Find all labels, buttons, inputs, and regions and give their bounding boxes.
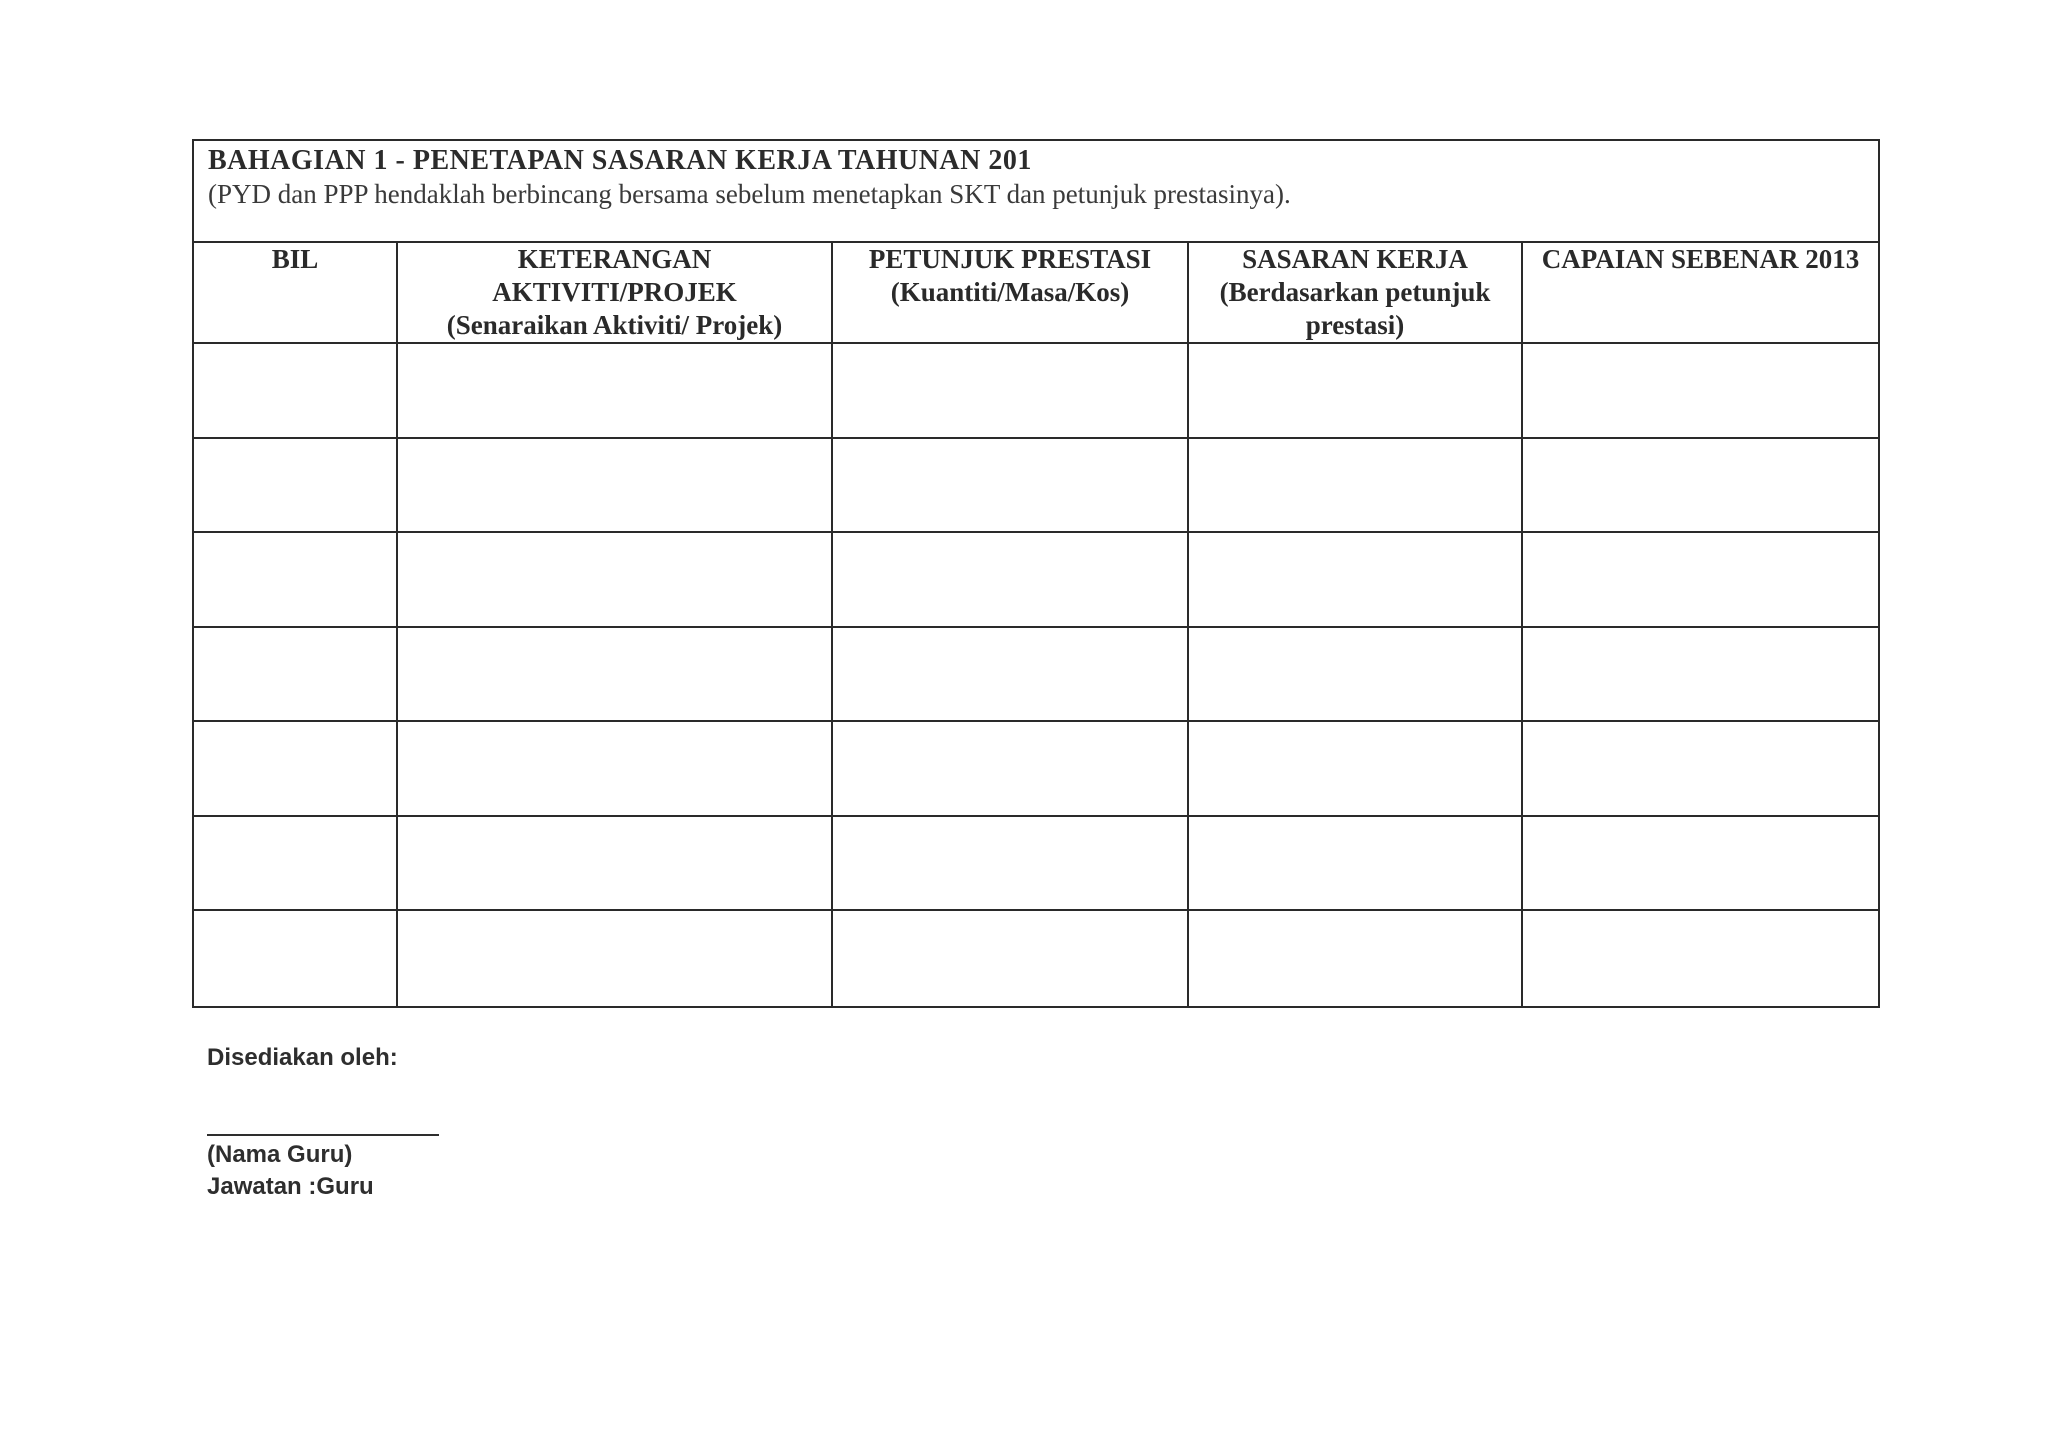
table-cell-keterangan[interactable] — [398, 911, 833, 1006]
header-sasaran-kerja — [1189, 241, 1523, 344]
table-cell-bil[interactable] — [194, 533, 398, 628]
table-cell-petunjuk[interactable] — [833, 628, 1189, 723]
teacher-name-label: (Nama Guru) — [207, 1141, 353, 1168]
header-keterangan-line: AKTIVITI/PROJEK — [492, 277, 737, 307]
header-bil-line: BIL — [271, 244, 319, 274]
table-cell-sasaran[interactable] — [1189, 439, 1523, 534]
table-cell-capaian[interactable] — [1523, 817, 1878, 912]
table-cell-bil[interactable] — [194, 628, 398, 723]
table-cell-petunjuk[interactable] — [833, 911, 1189, 1006]
table-cell-bil[interactable] — [194, 439, 398, 534]
header-keterangan-line: (Senaraikan Aktiviti/ Projek) — [446, 310, 783, 340]
table-cell-petunjuk[interactable] — [833, 344, 1189, 439]
table-cell-capaian[interactable] — [1523, 628, 1878, 723]
header-capaian-sebenar — [1523, 241, 1878, 344]
table-cell-capaian[interactable] — [1523, 344, 1878, 439]
section-header — [194, 141, 1878, 243]
table-cell-sasaran[interactable] — [1189, 628, 1523, 723]
table-cell-bil[interactable] — [194, 344, 398, 439]
table-cell-capaian[interactable] — [1523, 722, 1878, 817]
header-sasaran-line: prestasi) — [1305, 310, 1405, 340]
section-note: (PYD dan PPP hendaklah berbincang bersama sebelum menetapkan SKT dan petunjuk prestasinya). — [208, 179, 1291, 209]
table-cell-keterangan[interactable] — [398, 344, 833, 439]
header-petunjuk-line: PETUNJUK PRESTASI — [868, 244, 1152, 274]
signature-line — [207, 1134, 439, 1136]
header-keterangan — [398, 241, 833, 344]
header-petunjuk-line: (Kuantiti/Masa/Kos) — [890, 277, 1130, 307]
table-cell-keterangan[interactable] — [398, 628, 833, 723]
table-cell-keterangan[interactable] — [398, 439, 833, 534]
table-cell-capaian[interactable] — [1523, 533, 1878, 628]
table-cell-capaian[interactable] — [1523, 439, 1878, 534]
skt-table — [194, 241, 1878, 1006]
header-capaian-line: CAPAIAN SEBENAR 2013 — [1541, 244, 1860, 274]
table-cell-keterangan[interactable] — [398, 533, 833, 628]
table-cell-sasaran[interactable] — [1189, 533, 1523, 628]
table-cell-sasaran[interactable] — [1189, 911, 1523, 1006]
table-cell-sasaran[interactable] — [1189, 344, 1523, 439]
header-keterangan-line: KETERANGAN — [517, 244, 712, 274]
table-cell-sasaran[interactable] — [1189, 817, 1523, 912]
position-label: Jawatan :Guru — [207, 1173, 374, 1200]
header-sasaran-line: (Berdasarkan petunjuk — [1219, 277, 1491, 307]
table-cell-keterangan[interactable] — [398, 722, 833, 817]
table-cell-bil[interactable] — [194, 817, 398, 912]
table-cell-petunjuk[interactable] — [833, 722, 1189, 817]
table-cell-sasaran[interactable] — [1189, 722, 1523, 817]
skt-form — [192, 139, 1880, 1008]
table-cell-petunjuk[interactable] — [833, 439, 1189, 534]
table-cell-bil[interactable] — [194, 722, 398, 817]
table-cell-capaian[interactable] — [1523, 911, 1878, 1006]
header-petunjuk-prestasi — [833, 241, 1189, 344]
table-cell-petunjuk[interactable] — [833, 817, 1189, 912]
table-cell-bil[interactable] — [194, 911, 398, 1006]
header-sasaran-line: SASARAN KERJA — [1242, 244, 1468, 274]
table-cell-petunjuk[interactable] — [833, 533, 1189, 628]
header-bil — [194, 241, 398, 344]
prepared-by-label: Disediakan oleh: — [207, 1044, 398, 1071]
table-cell-keterangan[interactable] — [398, 817, 833, 912]
section-title: BAHAGIAN 1 - PENETAPAN SASARAN KERJA TAHUNAN 201 — [208, 145, 1032, 176]
